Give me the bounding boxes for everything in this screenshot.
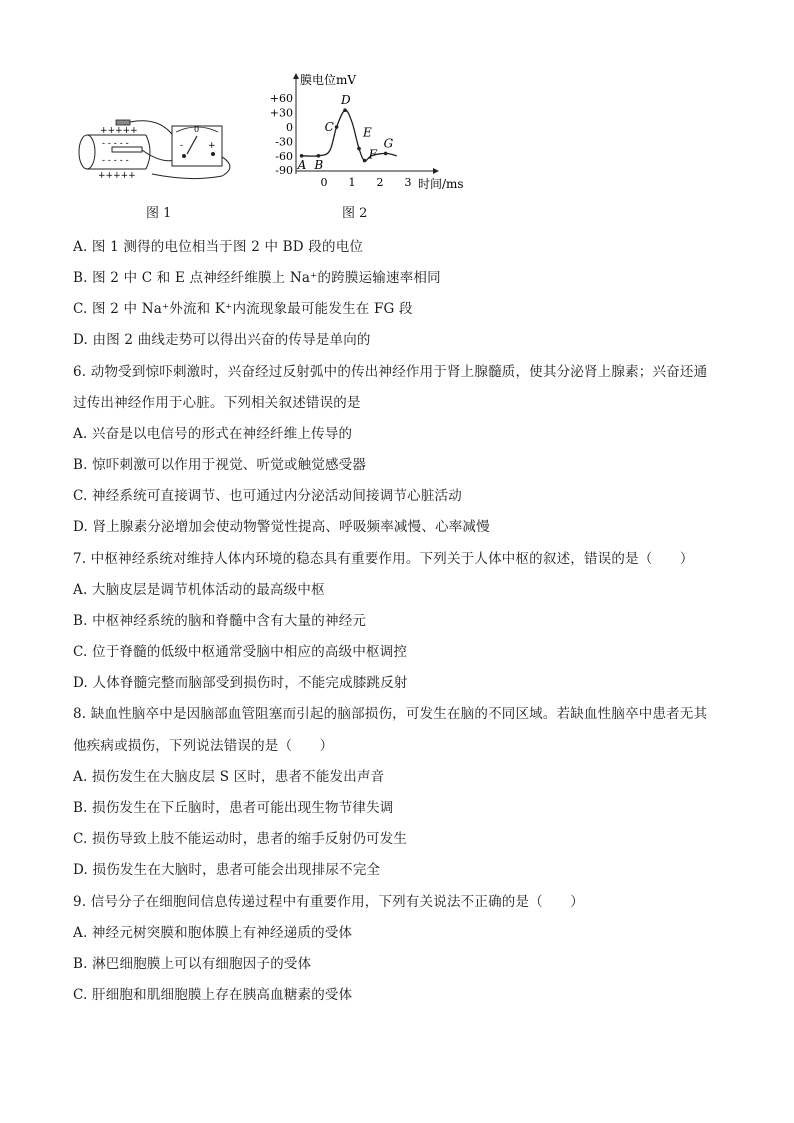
point-label: F bbox=[368, 147, 377, 162]
y-tick-label: -60 bbox=[275, 149, 293, 163]
option-5d: D. 由图 2 曲线走势可以得出兴奋的传导是单向的 bbox=[73, 332, 371, 348]
fiber-bottom-plus: +++++ bbox=[98, 171, 136, 181]
option-6a: A. 兴奋是以电信号的形式在神经纤维上传导的 bbox=[73, 426, 353, 442]
x-tick-label: 1 bbox=[348, 176, 356, 189]
fiber-top-plus: +++++ bbox=[100, 126, 138, 136]
meter-minus: - bbox=[180, 141, 184, 151]
question-8-stem-cont: 他疾病或损伤，下列说法错误的是（ ） bbox=[73, 738, 334, 754]
option-7d: D. 人体脊髓完整而脑部受到损伤时，不能完成膝跳反射 bbox=[73, 675, 408, 691]
x-tick-label: 2 bbox=[376, 176, 384, 189]
meter-zero: 0 bbox=[194, 125, 200, 134]
option-5c: C. 图 2 中 Na⁺外流和 K⁺内流现象最可能发生在 FG 段 bbox=[73, 301, 413, 317]
y-tick-label: 0 bbox=[286, 121, 293, 134]
option-7b: B. 中枢神经系统的脑和脊髓中含有大量的神经元 bbox=[73, 613, 367, 629]
option-9c: C. 肝细胞和肌细胞膜上存在胰高血糖素的受体 bbox=[73, 987, 353, 1003]
point-label: A bbox=[297, 157, 307, 172]
option-8c: C. 损伤导致上肢不能运动时，患者的缩手反射仍可发生 bbox=[73, 831, 408, 847]
fiber-end-left bbox=[79, 135, 95, 169]
curve-point bbox=[335, 125, 339, 129]
potential-curve bbox=[302, 110, 397, 161]
figure-1-caption: 图 1 bbox=[146, 206, 172, 221]
y-tick-label: -90 bbox=[275, 164, 293, 178]
curve-point bbox=[384, 152, 388, 156]
fiber-bottom-minus: - - - - - bbox=[102, 156, 129, 166]
figure-2-chart bbox=[260, 70, 480, 198]
question-8-stem: 8. 缺血性脑卒中是因脑部血管阻塞而引起的脑部损伤，可发生在脑的不同区域。若缺血性脑卒中患者无其 bbox=[73, 706, 708, 722]
curve-point bbox=[363, 159, 367, 163]
option-6b: B. 惊吓刺激可以作用于视觉、听觉或触觉感受器 bbox=[73, 457, 367, 473]
y-tick-label: +60 bbox=[269, 92, 293, 106]
point-label: E bbox=[363, 125, 372, 140]
meter-plus: + bbox=[208, 141, 216, 151]
y-tick-label: -30 bbox=[275, 135, 293, 149]
option-6d: D. 肾上腺素分泌增加会使动物警觉性提高、呼吸频率减慢、心率减慢 bbox=[73, 519, 490, 535]
figure-1-apparatus bbox=[72, 116, 242, 188]
figure-2-caption: 图 2 bbox=[342, 206, 368, 221]
option-9b: B. 淋巴细胞膜上可以有细胞因子的受体 bbox=[73, 956, 312, 972]
question-6-stem-cont: 过传出神经作用于心脏。下列相关叙述错误的是 bbox=[73, 395, 361, 411]
curve-point bbox=[357, 147, 361, 151]
option-7a: A. 大脑皮层是调节机体活动的最高级中枢 bbox=[73, 582, 325, 598]
question-6-stem: 6. 动物受到惊吓刺激时，兴奋经过反射弧中的传出神经作用于肾上腺髓质，使其分泌肾上腺素；兴奋还通 bbox=[73, 364, 708, 380]
outer-electrode bbox=[116, 120, 130, 125]
point-label: C bbox=[324, 120, 334, 134]
option-7c: C. 位于脊髓的低级中枢通常受脑中相应的高级中枢调控 bbox=[73, 644, 408, 660]
option-8d: D. 损伤发生在大脑时，患者可能会出现排尿不完全 bbox=[73, 862, 381, 878]
fiber-top-minus: - - - - - bbox=[102, 139, 129, 149]
option-9a: A. 神经元树突膜和胞体膜上有神经递质的受体 bbox=[73, 925, 353, 941]
option-6c: C. 神经系统可直接调节、也可通过内分泌活动间接调节心脏活动 bbox=[73, 488, 462, 504]
option-8a: A. 损伤发生在大脑皮层 S 区时，患者不能发出声音 bbox=[73, 769, 385, 785]
x-axis-label: 时间/ms bbox=[418, 177, 464, 191]
x-tick-label: 3 bbox=[404, 176, 412, 189]
y-tick-label: +30 bbox=[269, 106, 293, 120]
option-5b: B. 图 2 中 C 和 E 点神经纤维膜上 Na⁺的跨膜运输速率相同 bbox=[73, 270, 441, 286]
point-label: B bbox=[314, 157, 324, 172]
curve-point bbox=[343, 108, 347, 112]
question-9-stem: 9. 信号分子在细胞间信息传递过程中有重要作用，下列有关说法不正确的是（ ） bbox=[73, 894, 584, 910]
question-7-stem: 7. 中枢神经系统对维持人体内环境的稳态具有重要作用。下列关于人体中枢的叙述，错误的是（ ） bbox=[73, 551, 694, 567]
option-8b: B. 损伤发生在下丘脑时，患者可能出现生物节律失调 bbox=[73, 800, 394, 816]
point-label: G bbox=[383, 136, 394, 151]
x-tick-label: 0 bbox=[320, 176, 328, 189]
option-5a: A. 图 1 测得的电位相当于图 2 中 BD 段的电位 bbox=[73, 239, 364, 255]
y-axis-label: 膜电位mV bbox=[300, 73, 357, 87]
point-label: D bbox=[341, 93, 351, 108]
